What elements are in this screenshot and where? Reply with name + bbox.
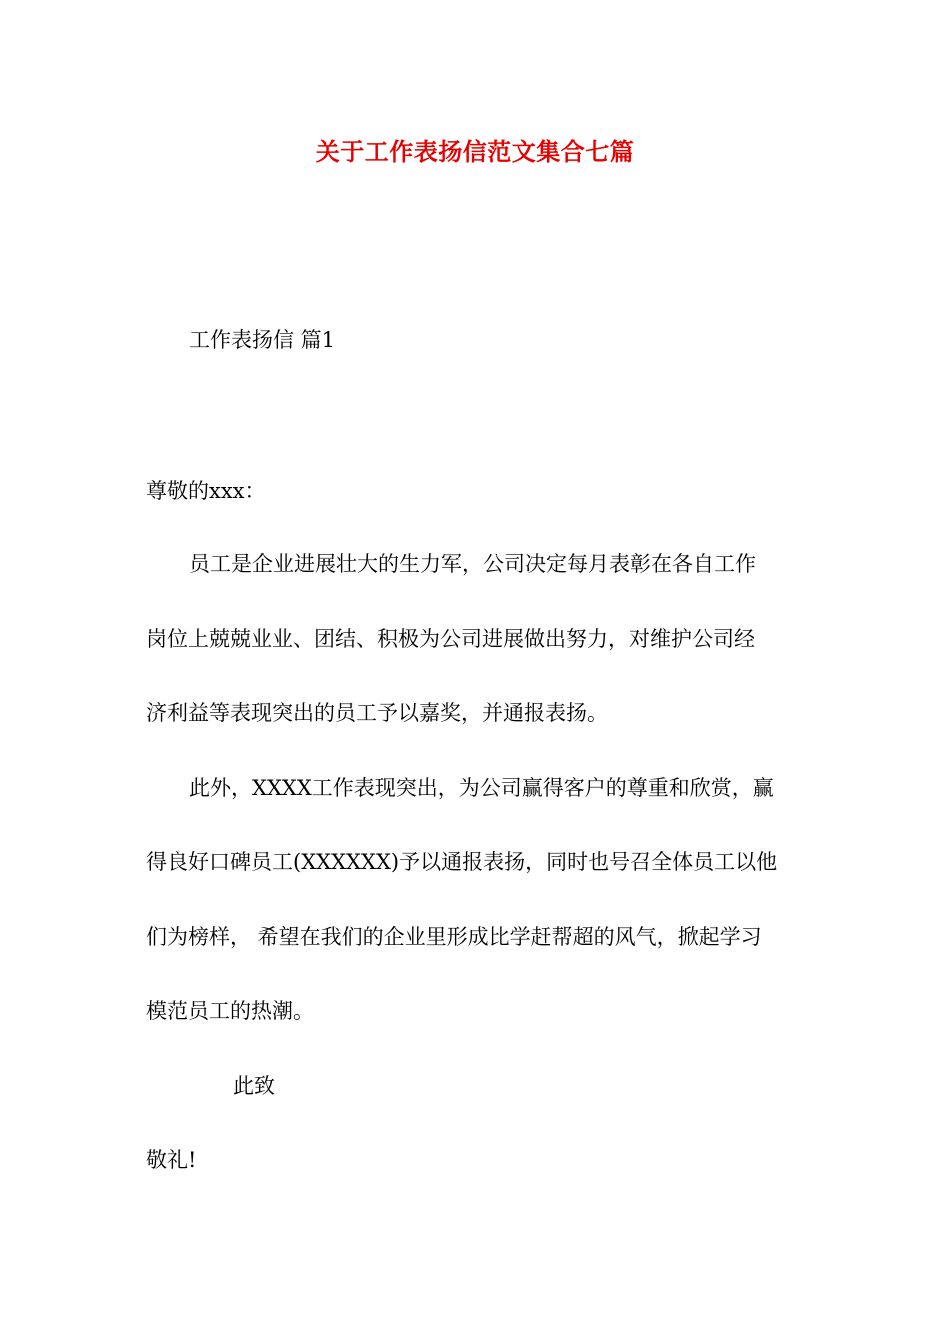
paragraph-line: 模范员工的热潮。 [146, 999, 314, 1023]
document-title: 关于工作表扬信范文集合七篇 [315, 137, 635, 166]
paragraph-line: 们为榜样， 希望在我们的企业里形成比学赶帮超的风气，掀起学习 [146, 925, 762, 949]
paragraph-line: 员工是企业进展壮大的生力军，公司决定每月表彰在各自工作 [189, 552, 756, 576]
paragraph-line: 此外，XXXX工作表现突出，为公司赢得客户的尊重和欣赏，赢 [189, 776, 774, 800]
closing-greeting: 此致 [233, 1074, 275, 1098]
paragraph-line: 得良好口碑员工(XXXXXX)予以通报表扬，同时也号召全体员工以他 [146, 850, 778, 874]
paragraph-line: 济利益等表现突出的员工予以嘉奖，并通报表扬。 [146, 701, 608, 725]
salutation: 尊敬的xxx： [146, 479, 266, 503]
paragraph-line: 岗位上兢兢业业、团结、积极为公司进展做出努力，对维护公司经 [146, 627, 755, 651]
closing-salute: 敬礼! [146, 1148, 197, 1172]
section-heading: 工作表扬信 篇1 [189, 328, 336, 352]
